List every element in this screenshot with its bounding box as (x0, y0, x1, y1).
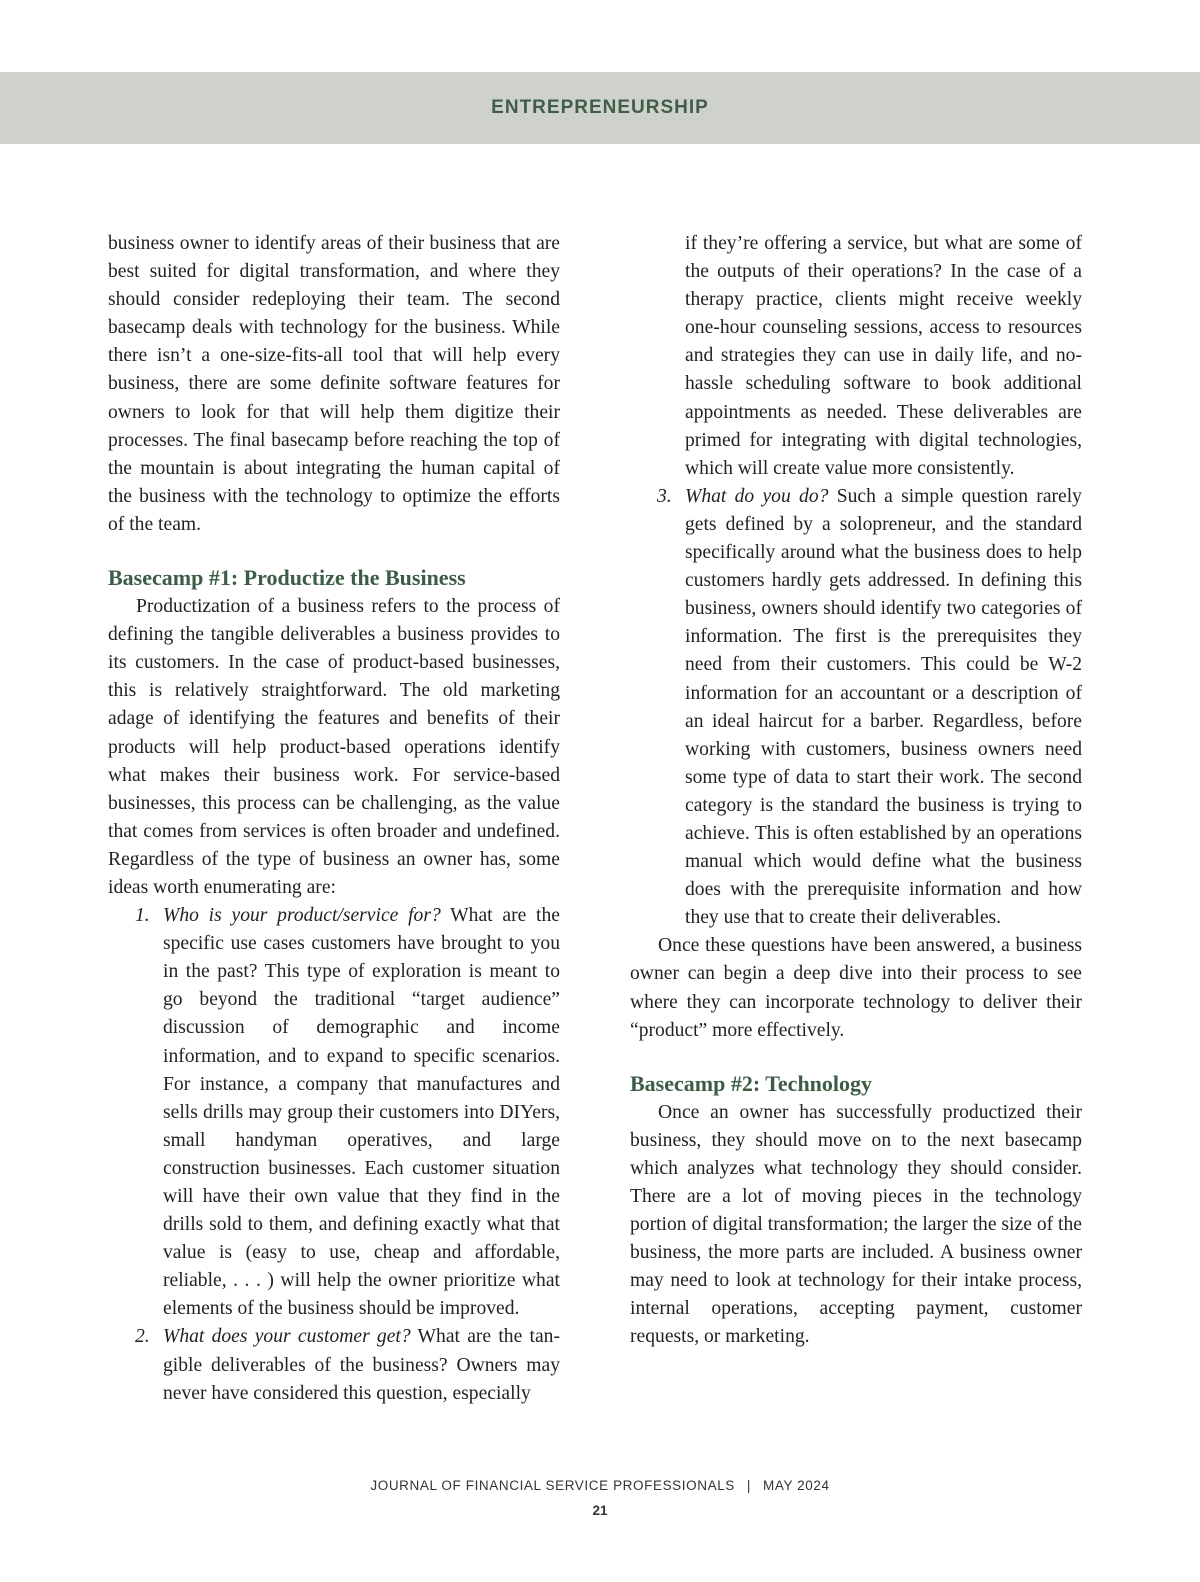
heading-basecamp-2: Basecamp #2: Technology (630, 1070, 873, 1096)
list-text: Such a simple question rarely gets defined by a solopreneur, and the standard specifically around what the business does to help customers hardly gets addressed. In defining this business, owners should identify two categories of information. The first is the prerequisites they need from their customers. This could be W-2 information for an accountant or a description of an ideal haircut for a barber. Regardless, before working with customers, business owners need some type of data to start their work. The second category is the standard the business is trying to achieve. This is often established by an operations manual which would define what the business does with the prerequisite information and how they use that to create their deliverables. (685, 485, 1082, 929)
list-text: if they’re offering a service, but what are some of the outputs of their operations? In the case of a therapy practice, clients might receive weekly one-hour counseling sessions, access to resources and strategies they can use in daily life, and no-hassle scheduling software to book additional appointments as needed. These deliverables are primed for integrating with digital technologies, which will create value more consistently. (685, 233, 1082, 479)
productize-paragraph: Productization of a business refers to the process of defining the tangible deliverables a business provides to its customers. In the case of product-based businesses, this is relatively straightforward. The old marketing adage of identifying the features and benefits of their products will help product-based operations identify what makes their business work. For service-based businesses, this process can be challenging, as the value that comes from services is often broader and undefined. Regardless of the type of business an owner has, some ideas worth enumerating are: (108, 596, 560, 898)
list-question: What does your customer get? (163, 1326, 411, 1348)
heading-basecamp-1: Basecamp #1: Productize the Business (108, 565, 466, 591)
list-text: What are the specific use cases customers have brought to you in the past? This type of exploration is meant to go beyond the traditional “target audience” discussion of demographic and income information, and to expand to specific scenarios. For instance, a company that manufactures and sells drills may group their customers into DIYers, small handyman operatives, and large construction businesses. Each customer situation will have their own value that they find in the drills sold to them, and defining exactly what that value is (easy to use, cheap and affordable, reliable, . . . ) will help the owner prioritize what elements of the business should be improved. (163, 905, 560, 1320)
list-text: What are the tangible deliverables of the business? Owners may never have considered this question, especially (163, 1326, 560, 1404)
footer-separator: | (746, 1478, 752, 1493)
left-column (108, 230, 560, 1408)
list-question: Who is your product/service for? (163, 905, 441, 927)
question-list-continued (630, 230, 1082, 932)
footer-journal-line (0, 1478, 1200, 1493)
list-question: What do you do? (685, 485, 829, 507)
list-item (108, 1323, 560, 1407)
issue-date: MAY 2024 (763, 1478, 830, 1493)
page-number: 21 (592, 1503, 608, 1518)
technology-paragraph: Once an owner has successfully productized their business, they should move on to the next basecamp which analyzes what technology they should consider. There are a lot of moving pieces in the technology portion of digital transformation; the larger the size of the business, the more parts are included. A business owner may need to look at technology for their intake process, internal operations, accepting payment, customer requests, or marketing. (630, 1101, 1082, 1348)
list-number: 1. (135, 905, 150, 927)
list-number: 3. (657, 485, 672, 507)
intro-paragraph: business owner to identify areas of their business that are best suited for digital transformation, and where they should consider redeploying their team. The second basecamp deals with technology for the business. While there isn’t a one-size-fits-all tool that will help every business, there are some definite software features for owners to look for that will help them digitize their processes. The final basecamp before reaching the top of the mountain is about integrating the human capital of the business with the technology to optimize the efforts of the team. (108, 233, 560, 535)
section-header-band (0, 72, 1200, 144)
list-number: 2. (135, 1326, 150, 1348)
question-list (108, 902, 560, 1408)
journal-name: JOURNAL OF FINANCIAL SERVICE PROFESSIONALS (370, 1478, 735, 1493)
list-item (630, 230, 1082, 483)
right-column (630, 230, 1082, 1352)
list-item (630, 483, 1082, 933)
section-title: ENTREPRENEURSHIP (491, 97, 709, 118)
followup-paragraph: Once these questions have been answered, a business owner can begin a deep dive into their process to see where they can incorporate technology to deliver their “product” more effectively. (630, 935, 1082, 1041)
list-item (108, 902, 560, 1323)
